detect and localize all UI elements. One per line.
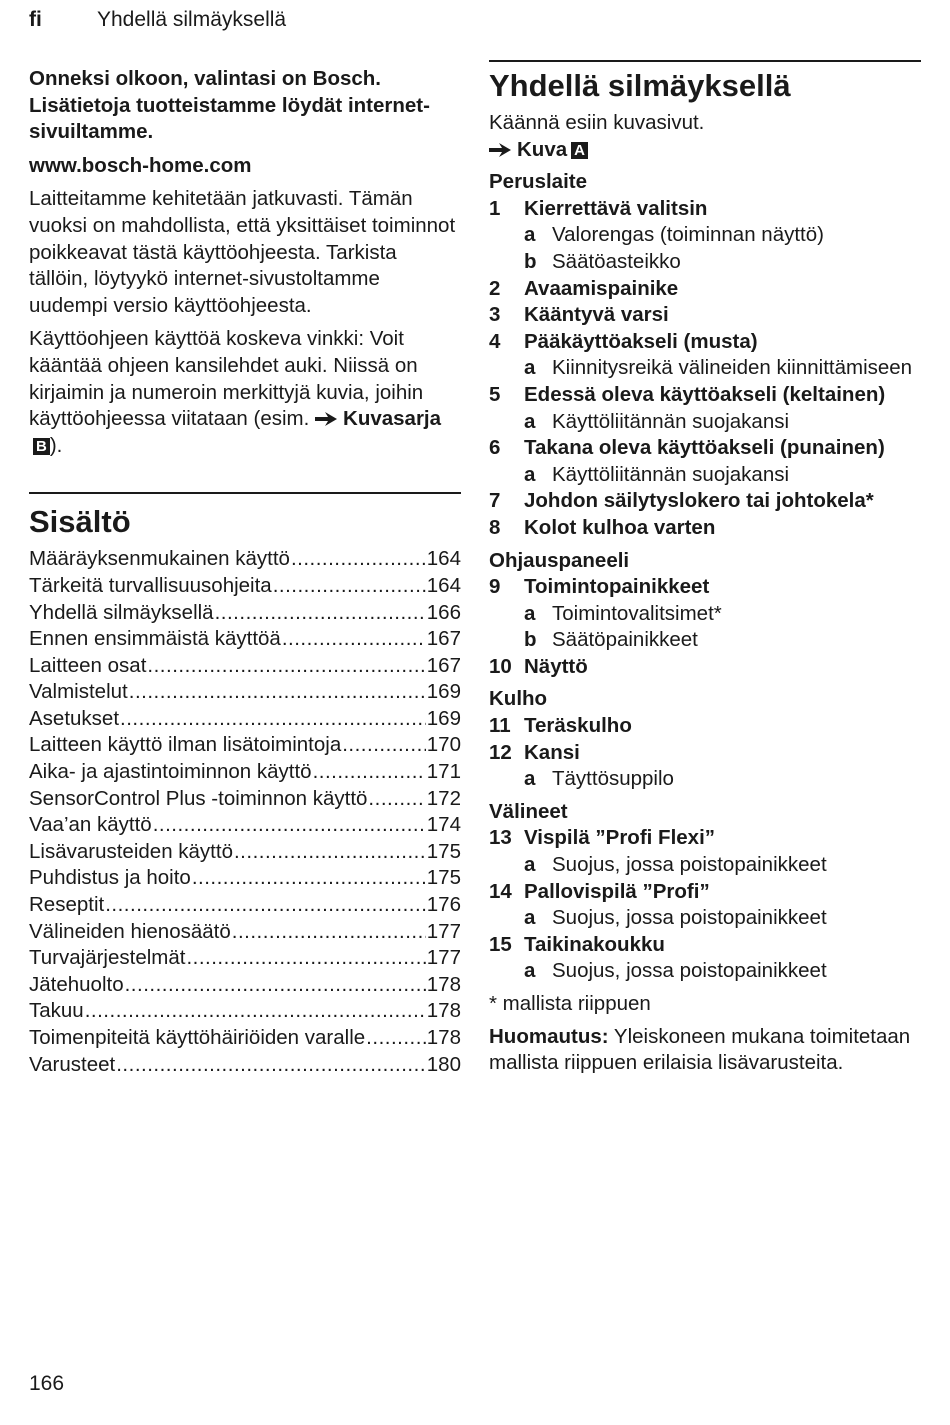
- part-label: Avaamispainike: [524, 276, 679, 300]
- page-header: [29, 8, 286, 32]
- part-item: [489, 302, 921, 329]
- toc-entry-page: 177: [426, 919, 461, 943]
- sub-part-label: Säätöpainikkeet: [552, 628, 698, 652]
- toc-entry-page: 178: [426, 999, 461, 1023]
- overview-subtitle: Käännä esiin kuvasivut.: [489, 111, 705, 134]
- part-label: Pääkäyttöakseli (musta): [524, 329, 758, 353]
- toc-entry-page: 178: [426, 972, 461, 996]
- part-number: 15: [489, 932, 512, 956]
- toc-leader-dots: [125, 972, 426, 999]
- toc-entry-page: 170: [426, 733, 461, 757]
- toc-entry-page: 175: [426, 839, 461, 863]
- toc-entry[interactable]: [29, 839, 461, 866]
- sub-part-item: [489, 905, 921, 932]
- section-heading: Välineet: [489, 799, 568, 823]
- figure-ref-close: ).: [49, 433, 63, 457]
- toc-entry-page: 171: [426, 760, 461, 784]
- part-number: 5: [489, 382, 501, 406]
- toc-title: Sisältö: [29, 504, 131, 540]
- toc-list: [29, 546, 461, 1078]
- toc-entry[interactable]: [29, 998, 461, 1025]
- toc-entry-title: Valmistelut: [29, 680, 128, 704]
- part-number: 14: [489, 879, 512, 903]
- arrow-right-icon: [489, 143, 511, 157]
- part-number: 12: [489, 740, 512, 764]
- part-label: Edessä oleva käyttöakseli (keltainen): [524, 382, 886, 406]
- toc-entry-title: Ennen ensimmäistä käyttöä: [29, 627, 281, 651]
- toc-entry[interactable]: [29, 972, 461, 999]
- intro-congrats: Onneksi olkoon, valintasi on Bosch. Lisätietoja tuotteistamme löydät internet-sivuiltamme.: [29, 67, 430, 144]
- toc-entry[interactable]: [29, 679, 461, 706]
- sub-part-item: [489, 222, 921, 249]
- toc-leader-dots: [232, 919, 426, 946]
- toc-entry-title: Jätehuolto: [29, 972, 124, 996]
- sub-part-letter: a: [524, 409, 536, 433]
- sub-part-item: [489, 601, 921, 628]
- part-item: [489, 879, 921, 906]
- toc-entry-page: 164: [426, 547, 461, 571]
- toc-entry-page: 180: [426, 1052, 461, 1076]
- sub-part-label: Kiinnitysreikä välineiden kiinnittämiseen: [552, 356, 913, 380]
- part-number: 2: [489, 276, 501, 300]
- right-column: [489, 60, 921, 1077]
- toc-leader-dots: [105, 892, 426, 919]
- sub-part-label: Käyttöliitännän suojakansi: [552, 409, 790, 433]
- toc-entry-title: Takuu: [29, 999, 84, 1023]
- toc-entry[interactable]: [29, 1052, 461, 1079]
- toc-entry[interactable]: [29, 732, 461, 759]
- toc-entry-title: Aika- ja ajastintoiminnon käyttö: [29, 760, 312, 784]
- toc-entry[interactable]: [29, 759, 461, 786]
- part-label: Näyttö: [524, 654, 588, 678]
- part-number: 8: [489, 515, 501, 539]
- toc-entry-title: Puhdistus ja hoito: [29, 866, 191, 890]
- toc-entry[interactable]: [29, 573, 461, 600]
- section-divider: [29, 492, 461, 494]
- sub-part-letter: a: [524, 959, 536, 983]
- toc-entry[interactable]: [29, 653, 461, 680]
- toc-leader-dots: [153, 812, 426, 839]
- toc-leader-dots: [313, 759, 426, 786]
- toc-entry-title: Tärkeitä turvallisuusohjeita: [29, 573, 272, 597]
- toc-entry-page: 169: [426, 680, 461, 704]
- toc-entry[interactable]: [29, 546, 461, 573]
- figure-letter-badge: A: [571, 142, 588, 159]
- intro-paragraph-2-text: Käyttöohjeen käyttöä koskeva vinkki: Voit kääntää ohjeen kansilehdet auki. Niissä on kirjaimin ja numeroin merkittyjä kuvia, joihin käyttöohjeessa viitataan (esim.: [29, 327, 424, 431]
- toc-entry[interactable]: [29, 600, 461, 627]
- note-label: Huomautus:: [489, 1024, 609, 1048]
- part-label: Kierrettävä valitsin: [524, 196, 708, 220]
- toc-entry-page: 166: [426, 600, 461, 624]
- header-title: Yhdellä silmäyksellä: [97, 8, 287, 31]
- part-number: 13: [489, 826, 512, 850]
- sub-part-letter: a: [524, 356, 536, 380]
- part-item: [489, 515, 921, 542]
- part-item: [489, 196, 921, 223]
- part-item: [489, 488, 921, 515]
- toc-entry[interactable]: [29, 865, 461, 892]
- sub-part-letter: b: [524, 628, 537, 652]
- part-label: Taikinakoukku: [524, 932, 665, 956]
- toc-entry-page: 167: [426, 627, 461, 651]
- part-label: Kääntyvä varsi: [524, 303, 669, 327]
- toc-leader-dots: [192, 865, 426, 892]
- toc-leader-dots: [342, 732, 426, 759]
- sub-part-letter: b: [524, 249, 537, 273]
- sub-part-label: Täyttösuppilo: [552, 767, 674, 791]
- toc-entry-page: 169: [426, 706, 461, 730]
- toc-entry-page: 174: [426, 813, 461, 837]
- part-item: [489, 932, 921, 959]
- sub-part-label: Suojus, jossa poistopainikkeet: [552, 959, 827, 983]
- section-heading: Ohjauspaneeli: [489, 548, 630, 572]
- toc-entry-title: Määräyksenmukainen käyttö: [29, 547, 290, 571]
- part-number: 1: [489, 196, 501, 220]
- toc-entry[interactable]: [29, 706, 461, 733]
- part-label: Kansi: [524, 740, 580, 764]
- part-item: [489, 654, 921, 681]
- toc-leader-dots: [120, 706, 426, 733]
- part-item: [489, 740, 921, 767]
- section-divider: [489, 60, 921, 62]
- toc-leader-dots: [129, 679, 426, 706]
- overview-sections: [489, 169, 921, 985]
- page-number: 166: [29, 1372, 65, 1395]
- toc-entry-title: Laitteen osat: [29, 653, 147, 677]
- sub-part-label: Suojus, jossa poistopainikkeet: [552, 906, 827, 930]
- toc-leader-dots: [116, 1052, 426, 1079]
- part-item: [489, 329, 921, 356]
- toc-entry[interactable]: [29, 892, 461, 919]
- toc-entry-title: Välineiden hienosäätö: [29, 919, 231, 943]
- toc-leader-dots: [186, 945, 425, 972]
- arrow-right-icon: [315, 412, 337, 426]
- part-label: Pallovispilä ”Profi”: [524, 879, 710, 903]
- toc-leader-dots: [147, 653, 425, 680]
- toc-entry-title: Lisävarusteiden käyttö: [29, 839, 233, 863]
- overview-title: Yhdellä silmäyksellä: [489, 68, 791, 103]
- part-label: Teräskulho: [524, 714, 632, 738]
- footnote: * mallista riippuen: [489, 992, 651, 1015]
- toc-entry[interactable]: [29, 812, 461, 839]
- toc-entry-title: Asetukset: [29, 706, 120, 730]
- toc-leader-dots: [366, 1025, 426, 1052]
- part-number: 4: [489, 329, 501, 353]
- toc-entry-page: 164: [426, 573, 461, 597]
- part-label: Johdon säilytyslokero tai johtokela*: [524, 489, 874, 513]
- toc-entry-title: Varusteet: [29, 1052, 116, 1076]
- sub-part-letter: a: [524, 853, 536, 877]
- figure-ref-label: Kuvasarja: [343, 407, 442, 431]
- part-item: [489, 276, 921, 303]
- part-item: [489, 574, 921, 601]
- part-label: Takana oleva käyttöakseli (punainen): [524, 436, 885, 460]
- sub-part-letter: a: [524, 767, 536, 791]
- sub-part-letter: a: [524, 223, 536, 247]
- part-label: Toimintopainikkeet: [524, 575, 710, 599]
- toc-entry[interactable]: [29, 945, 461, 972]
- toc-leader-dots: [282, 626, 426, 653]
- sub-part-label: Käyttöliitännän suojakansi: [552, 462, 790, 486]
- language-code: fi: [29, 8, 42, 31]
- toc-leader-dots: [215, 600, 426, 627]
- note-text: Yleiskoneen mukana toimitetaan mallista riippuen erilaisia lisävarusteita.: [489, 1024, 911, 1075]
- part-item: [489, 713, 921, 740]
- part-item: [489, 435, 921, 462]
- sub-part-letter: a: [524, 601, 536, 625]
- section-heading: Peruslaite: [489, 170, 587, 194]
- intro-paragraph-1: Laitteitamme kehitetään jatkuvasti. Tämän vuoksi on mahdollista, että yksittäiset toiminnot poikkeavat tästä käyttöohjeesta. Tarkista tällöin, löytyykö internet-sivustoltamme uudempi versio käyttöohjeesta.: [29, 187, 456, 317]
- toc-entry-title: Turvajärjestelmät: [29, 946, 186, 970]
- sub-part-item: [489, 958, 921, 985]
- part-item: [489, 382, 921, 409]
- note: [489, 1024, 921, 1077]
- section-heading: Kulho: [489, 687, 548, 711]
- part-number: 6: [489, 436, 501, 460]
- figure-letter-badge: B: [33, 438, 50, 455]
- toc-entry-title: Laitteen käyttö ilman lisätoimintoja: [29, 733, 342, 757]
- sub-part-item: [489, 766, 921, 793]
- toc-entry-title: Yhdellä silmäyksellä: [29, 600, 214, 624]
- toc-leader-dots: [85, 998, 426, 1025]
- sub-part-label: Säätöasteikko: [552, 249, 681, 273]
- sub-part-label: Valorengas (toiminnan näyttö): [552, 223, 824, 247]
- toc-entry-page: 175: [426, 866, 461, 890]
- toc-entry[interactable]: [29, 1025, 461, 1052]
- toc-entry-title: SensorControl Plus -toiminnon käyttö: [29, 786, 368, 810]
- sub-part-label: Toimintovalitsimet*: [552, 601, 722, 625]
- toc-leader-dots: [273, 573, 426, 600]
- sub-part-item: [489, 355, 921, 382]
- toc-entry-page: 178: [426, 1026, 461, 1049]
- part-number: 3: [489, 303, 501, 327]
- part-label: Vispilä ”Profi Flexi”: [524, 826, 716, 850]
- sub-part-item: [489, 462, 921, 489]
- sub-part-item: [489, 409, 921, 436]
- sub-part-item: [489, 249, 921, 276]
- part-number: 9: [489, 575, 501, 599]
- toc-entry-page: 172: [426, 786, 461, 810]
- sub-part-item: [489, 852, 921, 879]
- overview-figure-ref: [489, 137, 921, 164]
- toc-entry-page: 176: [426, 893, 461, 917]
- toc-leader-dots: [234, 839, 426, 866]
- toc-entry-page: 177: [426, 946, 461, 970]
- toc-entry-title: Reseptit: [29, 893, 105, 917]
- left-column: [29, 66, 461, 1078]
- part-label: Kolot kulhoa varten: [524, 515, 716, 539]
- toc-entry-title: Vaa’an käyttö: [29, 813, 152, 837]
- sub-part-letter: a: [524, 462, 536, 486]
- toc-entry-title: Toimenpiteitä käyttöhäiriöiden varalle: [29, 1026, 366, 1049]
- toc-entry[interactable]: [29, 786, 461, 813]
- sub-part-letter: a: [524, 906, 536, 930]
- website-link[interactable]: www.bosch-home.com: [29, 153, 252, 177]
- toc-entry-page: 167: [426, 653, 461, 677]
- intro-paragraph-2: [29, 326, 461, 459]
- sub-part-label: Suojus, jossa poistopainikkeet: [552, 853, 827, 877]
- toc-entry[interactable]: [29, 626, 461, 653]
- part-number: 7: [489, 489, 501, 513]
- toc-leader-dots: [291, 546, 426, 573]
- toc-leader-dots: [368, 786, 425, 813]
- part-number: 10: [489, 654, 512, 678]
- part-number: 11: [489, 714, 511, 738]
- toc-entry[interactable]: [29, 919, 461, 946]
- figure-ref-label: Kuva: [517, 137, 568, 161]
- sub-part-item: [489, 627, 921, 654]
- part-item: [489, 825, 921, 852]
